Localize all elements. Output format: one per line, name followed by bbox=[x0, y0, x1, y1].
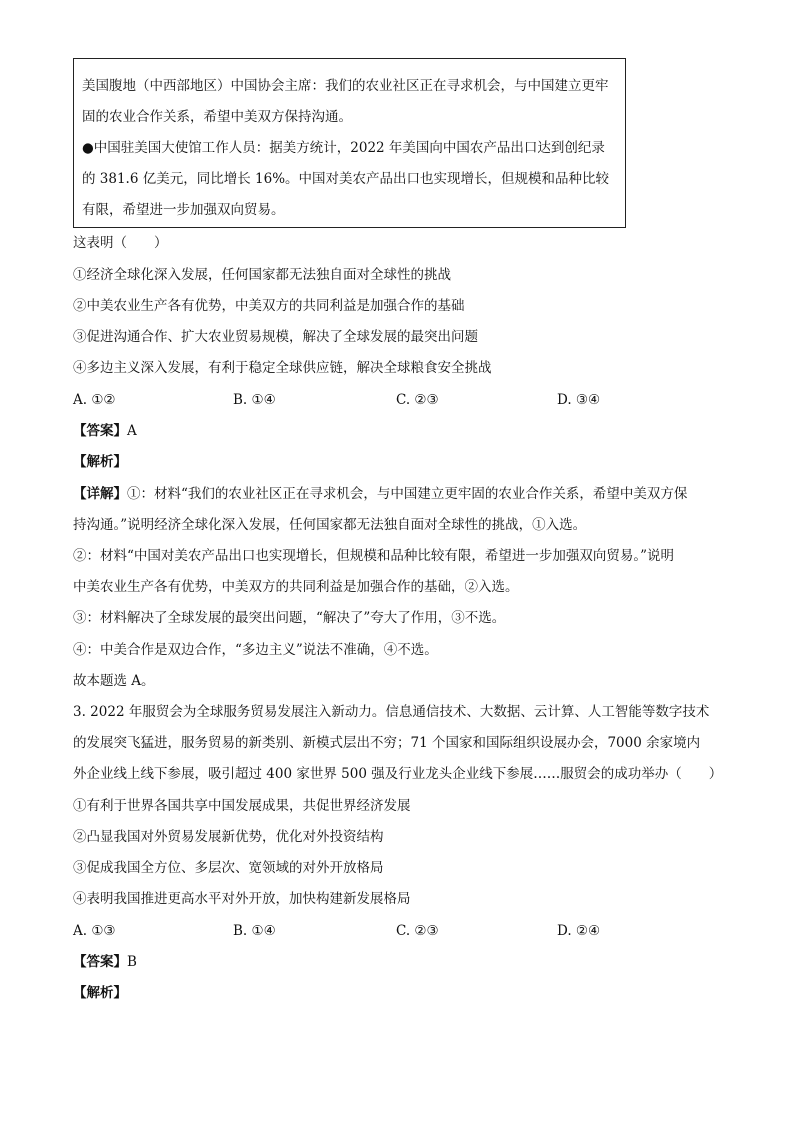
detail-line: 中美农业生产各有优势，中美双方的共同利益是加强合作的基础，②入选。 bbox=[73, 579, 519, 595]
statement-2: ②凸显我国对外贸易发展新优势，优化对外投资结构 bbox=[73, 829, 384, 845]
statement-1: ①经济全球化深入发展，任何国家都无法独自面对全球性的挑战 bbox=[73, 267, 451, 283]
material-line: 美国腹地（中西部地区）中国协会主席：我们的农业社区正在寻求机会，与中国建立更牢 bbox=[82, 78, 609, 94]
statement-4: ④多边主义深入发展，有利于稳定全球供应链，解决全球粮食安全挑战 bbox=[73, 360, 492, 376]
question-stem: 这表明（ ） bbox=[73, 235, 168, 251]
statement-4: ④表明我国推进更高水平对外开放，加快构建新发展格局 bbox=[73, 891, 411, 907]
option-b: B. ①④ bbox=[233, 392, 276, 408]
statement-1: ①有利于世界各国共享中国发展成果，共促世界经济发展 bbox=[73, 798, 411, 814]
analysis-label: 【解析】 bbox=[73, 985, 127, 1001]
question-3-stem: 3. 2022 年服贸会为全球服务贸易发展注入新动力。信息通信技术、大数据、云计算、人工智能等数字技术 bbox=[73, 704, 710, 720]
detail-label: 【详解】 bbox=[73, 486, 127, 502]
material-line: ●中国驻美国大使馆工作人员：据美方统计，2022 年美国向中国农产品出口达到创纪录 bbox=[82, 140, 605, 156]
option-d: D. ③④ bbox=[557, 392, 601, 408]
answer-line bbox=[73, 420, 137, 442]
statement-3: ③促进沟通合作、扩大农业贸易规模，解决了全球发展的最突出问题 bbox=[73, 329, 478, 345]
statement-2: ②中美农业生产各有优势，中美双方的共同利益是加强合作的基础 bbox=[73, 298, 465, 314]
conclusion-line: 故本题选 A。 bbox=[73, 673, 155, 689]
detail-text: ①：材料“我们的农业社区正在寻求机会，与中国建立更牢固的农业合作关系，希望中美双方保 bbox=[127, 486, 688, 502]
option-b: B. ①④ bbox=[233, 923, 276, 939]
answer-line bbox=[73, 951, 137, 973]
option-a: A. ①③ bbox=[73, 923, 116, 939]
option-c: C. ②③ bbox=[396, 392, 439, 408]
detail-line: ②：材料“中国对美农产品出口也实现增长，但规模和品种比较有限，希望进一步加强双向贸易。”说明 bbox=[73, 548, 675, 564]
question-3-stem: 外企业线上线下参展，吸引超过 400 家世界 500 强及行业龙头企业线下参展……服贸会的成功举办（ ） bbox=[73, 766, 723, 782]
option-d: D. ②④ bbox=[557, 923, 601, 939]
analysis-label: 【解析】 bbox=[73, 454, 127, 470]
material-line: 的 381.6 亿美元，同比增长 16%。中国对美农产品出口也实现增长，但规模和品种比较 bbox=[82, 171, 610, 187]
answer-value: B bbox=[127, 954, 137, 970]
detail-line: ④：中美合作是双边合作，“多边主义”说法不准确，④不选。 bbox=[73, 642, 438, 658]
detail-line: 持沟通。”说明经济全球化深入发展，任何国家都无法独自面对全球性的挑战，①入选。 bbox=[73, 517, 587, 533]
answer-value: A bbox=[127, 423, 137, 439]
material-line: 有限，希望进一步加强双向贸易。 bbox=[82, 202, 285, 218]
material-box bbox=[73, 58, 626, 228]
question-3-stem: 的发展突飞猛进，服务贸易的新类别、新模式层出不穷；71 个国家和国际组织设展办会，7000 余家境内 bbox=[73, 735, 701, 751]
detail-line bbox=[73, 483, 687, 505]
option-a: A. ①② bbox=[73, 392, 116, 408]
answer-label: 【答案】 bbox=[73, 423, 127, 439]
option-c: C. ②③ bbox=[396, 923, 439, 939]
detail-line: ③：材料解决了全球发展的最突出问题，“解决了”夸大了作用，③不选。 bbox=[73, 610, 506, 626]
answer-label: 【答案】 bbox=[73, 954, 127, 970]
statement-3: ③促成我国全方位、多层次、宽领域的对外开放格局 bbox=[73, 860, 384, 876]
material-line: 固的农业合作关系，希望中美双方保持沟通。 bbox=[82, 109, 352, 125]
